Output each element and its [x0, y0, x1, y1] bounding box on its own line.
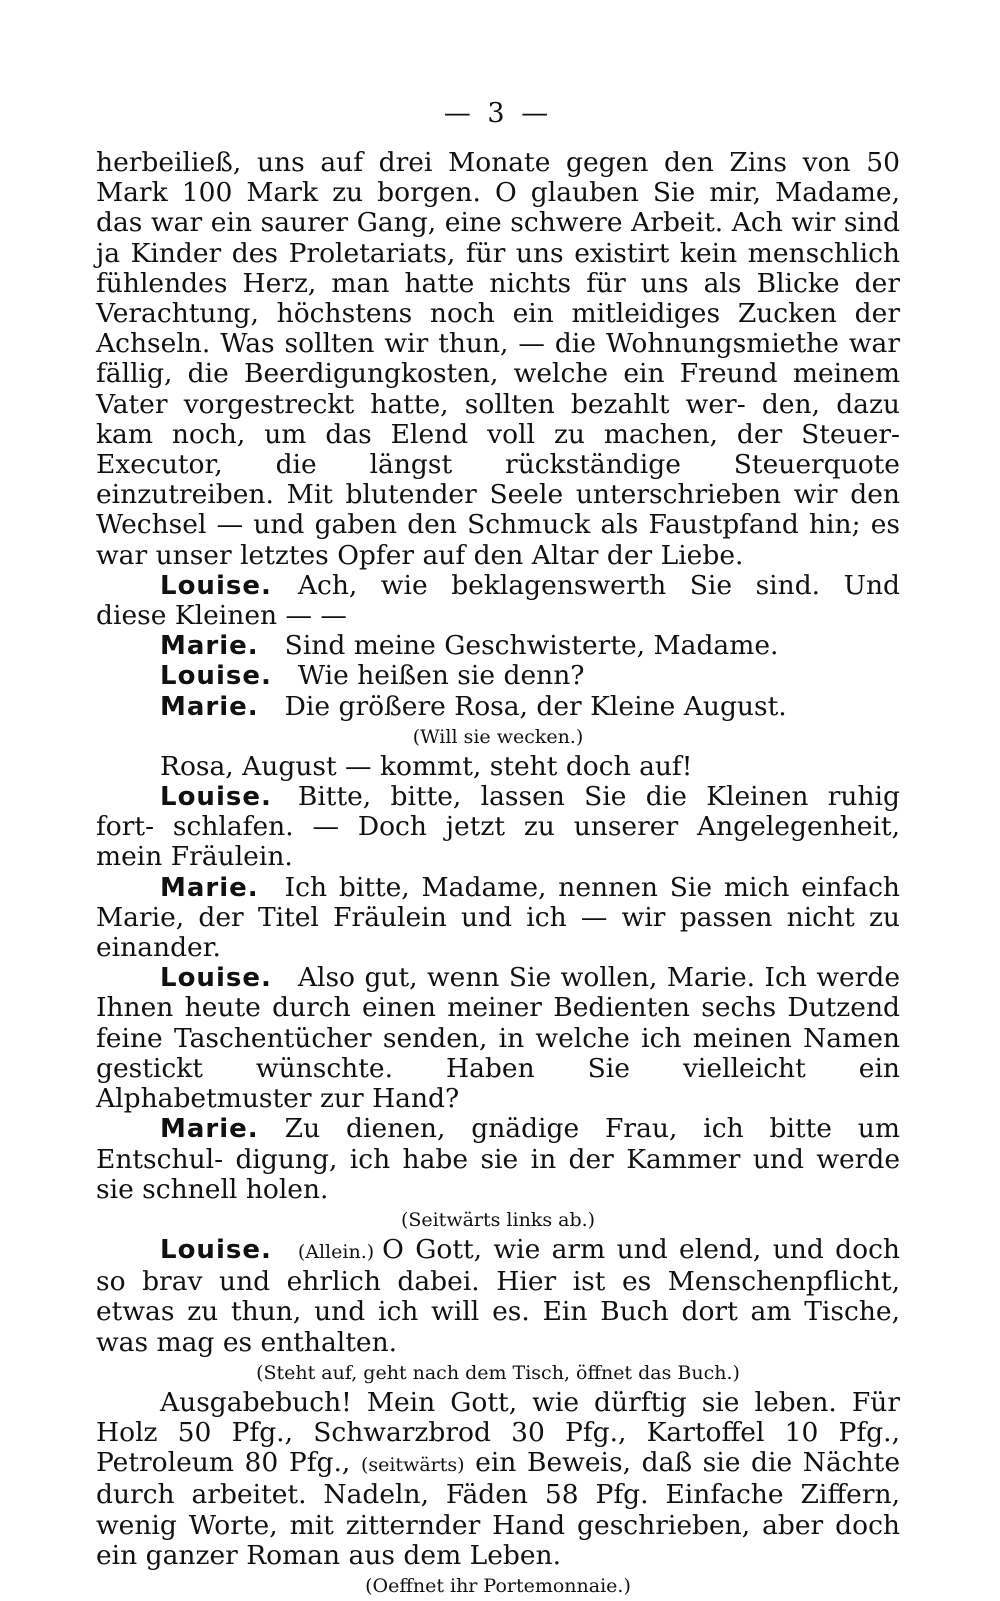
speech-marie-4: [96, 1114, 900, 1205]
speech-text: Sind meine Geschwisterte, Madame.: [284, 630, 779, 662]
speech-louise-4: [96, 963, 900, 1114]
paragraph-text: ein Beweis, daß sie die Nächte durch arbeitet. Nadeln, Fäden 58 Pfg. Einfache Ziffern, wenig Worte, mit zitternder Hand geschrieben, aber doch ein ganzer Roman aus dem Leben.: [96, 1447, 901, 1571]
speech-marie-3: [96, 873, 900, 964]
paragraph-opening: herbeiließ, uns auf drei Monate gegen den Zins von 50 Mark 100 Mark zu borgen. O glauben Sie mir, Madame, das war ein saurer Gang, eine schwere Arbeit. Ach wir sind ja Kinder des Proletariats, für uns existirt kein menschlich fühlendes Herz, man hatte nichts für uns als Blicke der Verachtung, höchstens noch ein mitleidiges Zucken der Achseln. Was sollten wir thun, — die Wohnungsmiethe war fällig, die Beerdigungkosten, welche ein Freund meinem Vater vorgestreckt hatte, sollten bezahlt wer- den, dazu kam noch, um das Elend voll zu machen, der Steuer- Executor, die längst rückständige Steuerquote einzutreiben. Mit blutender Seele unterschrieben wir den Wechsel — und gaben den Schmuck als Faustpfand hin; es war unser letztes Opfer auf den Altar der Liebe.: [96, 147, 900, 571]
speech-text: Ich bitte, Madame, nennen Sie mich einfach Marie, der Titel Fräulein und ich — wir passen nicht zu einander.: [96, 871, 900, 964]
paragraph-text: Ausgabebuch! Mein Gott, wie dürftig sie leben. Für Holz 50 Pfg., Schwarzbrod 30 Pfg., Kartoffel 10 Pfg., Petroleum 80 Pfg.,: [96, 1386, 900, 1479]
speech-text: Wie heißen sie denn?: [297, 660, 585, 692]
speech-text: Also gut, wenn Sie wollen, Marie. Ich werde Ihnen heute durch einen meiner Bedienten sechs Dutzend feine Taschentücher senden, in welche ich meinen Namen gestickt wünschte. Haben Sie vielleicht ein Alphabetmuster zur Hand?: [96, 962, 900, 1115]
page-number: — 3 —: [443, 98, 553, 129]
speech-louise-5: [96, 1235, 900, 1358]
book-page: [96, 96, 900, 1601]
speech-text: Zu dienen, gnädige Frau, ich bitte um Entschul- digung, ich habe sie in der Kammer und werde sie schnell holen.: [96, 1113, 900, 1205]
speech-text: Bitte, bitte, lassen Sie die Kleinen ruhig fort- schlafen. — Doch jetzt zu unserer Angelegenheit, mein Fräulein.: [96, 781, 900, 873]
speech-marie-1: [96, 631, 900, 661]
stage-direction: (Seitwärts links ab.): [400, 1208, 596, 1231]
speech-louise-2: [96, 661, 900, 691]
speaker-name: Louise.: [160, 570, 272, 601]
speaker-name: Louise.: [160, 782, 272, 813]
stage-direction: (Steht auf, geht nach dem Tisch, öffnet das Buch.): [256, 1361, 740, 1384]
stage-direction: (Will sie wecken.): [412, 725, 584, 748]
speaker-name: Louise.: [160, 661, 272, 692]
speaker-name: Marie.: [160, 872, 259, 903]
speaker-name: Marie.: [160, 691, 259, 722]
speech-louise-1: [96, 571, 900, 631]
inline-stage-direction: (Allein.): [297, 1240, 375, 1263]
paragraph-ausgabebuch: [96, 1388, 900, 1571]
speech-text: Ach, wie beklagenswerth Sie sind. Und diese Kleinen — —: [96, 569, 900, 632]
stage-direction: (Oeffnet ihr Portemonnaie.): [365, 1574, 631, 1597]
speaker-name: Louise.: [160, 1234, 272, 1265]
speech-line: Rosa, August — kommt, steht doch auf!: [160, 750, 693, 782]
inline-stage-direction: (seitwärts): [360, 1454, 465, 1477]
speech-marie-2: [96, 692, 900, 722]
speech-louise-3: [96, 782, 900, 873]
speaker-name: Marie.: [160, 1114, 259, 1145]
speaker-name: Louise.: [160, 963, 272, 994]
speech-text: Die größere Rosa, der Kleine August.: [284, 690, 787, 722]
speaker-name: Marie.: [160, 631, 259, 662]
speech-text: O Gott, wie arm und elend, und doch so brav und ehrlich dabei. Hier ist es Menschenpflicht, etwas zu thun, und ich will es. Ein Buch dort am Tische, was mag es enthalten.: [96, 1233, 900, 1358]
